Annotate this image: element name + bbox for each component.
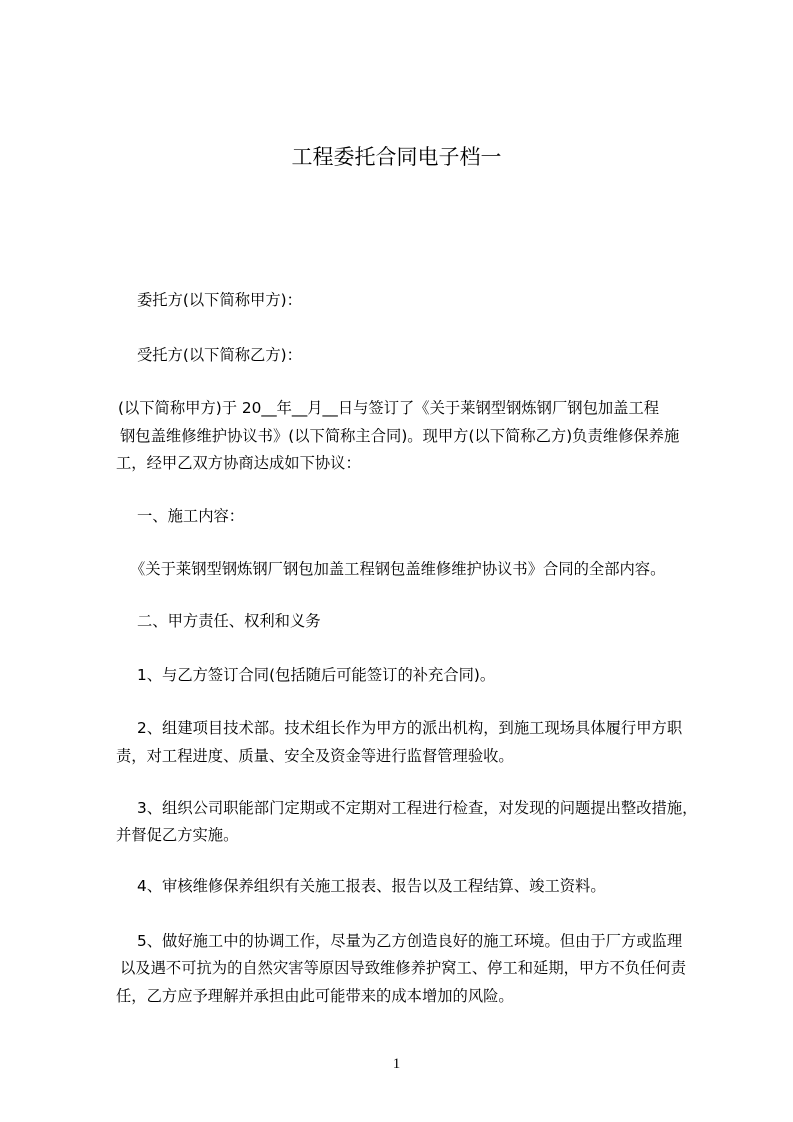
text-line: (以下简称甲方)于 20__年__月__日与签订了《关于莱钢型钢炼钢厂钢包加盖工程 (118, 399, 660, 417)
text-line: 任，乙方应予理解并承担由此可能带来的成本增加的风险。 (116, 987, 514, 1005)
text-line: 并督促乙方实施。 (116, 826, 239, 844)
text-line: 受托方(以下简称乙方)： (137, 346, 302, 364)
text-line: 《关于莱钢型钢炼钢厂钢包加盖工程钢包盖维修维护协议书》合同的全部内容。 (130, 560, 666, 578)
document-title: 工程委托合同电子档一 (291, 145, 502, 169)
section-heading: 二、甲方责任、权利和义务 (137, 612, 321, 630)
page-number: 1 (392, 1056, 401, 1072)
section-heading: 一、施工内容： (137, 507, 245, 525)
list-item: 3、组织公司职能部门定期或不定期对工程进行检查，对发现的问题提出整改措施， (137, 799, 698, 817)
text-line: 以及遇不可抗为的自然灾害等原因导致维修养护窝工、停工和延期，甲方不负任何责 (120, 959, 686, 977)
text-line: 责，对工程进度、质量、安全及资金等进行监督管理验收。 (116, 747, 514, 765)
list-item: 2、组建项目技术部。技术组长作为甲方的派出机构，到施工现场具体履行甲方职 (137, 719, 683, 737)
text-line: 委托方(以下简称甲方)： (137, 291, 302, 309)
list-item: 4、审核维修保养组织有关施工报表、报告以及工程结算、竣工资料。 (137, 877, 606, 895)
list-item: 5、做好施工中的协调工作，尽量为乙方创造良好的施工环境。但由于厂方或监理 (137, 932, 683, 950)
list-item: 1、与乙方签订合同(包括随后可能签订的补充合同)。 (137, 666, 496, 684)
text-line: 钢包盖维修维护协议书》(以下简称主合同)。现甲方(以下简称乙方)负责维修保养施 (120, 427, 680, 445)
text-line: 工，经甲乙双方协商达成如下协议： (116, 454, 361, 472)
